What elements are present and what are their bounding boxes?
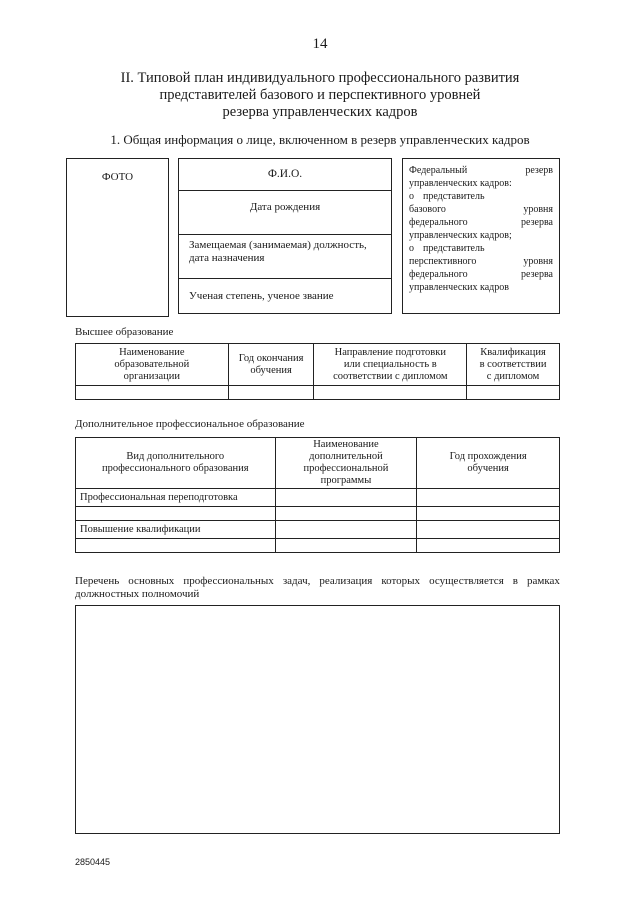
table-row <box>76 507 560 521</box>
reserve-word: уровня <box>523 204 553 215</box>
document-title <box>60 70 580 121</box>
photo-label: ФОТО <box>101 171 134 183</box>
table-cell[interactable] <box>76 539 276 553</box>
reserve-word: федерального <box>409 217 468 228</box>
header-cell: Год прохождения обучения <box>417 438 560 489</box>
higher-education-label: Высшее образование <box>75 326 174 338</box>
reserve-word: резерва <box>521 269 553 280</box>
reserve-word: перспективного <box>409 256 477 267</box>
table-row <box>76 521 560 539</box>
additional-education-label: Дополнительное профессиональное образование <box>75 418 305 430</box>
additional-education-table <box>75 437 560 553</box>
table-cell[interactable] <box>275 489 417 507</box>
table-row <box>76 489 560 507</box>
tasks-label <box>75 575 560 601</box>
tasks-line: должностных полномочий <box>75 588 200 600</box>
reserve-line <box>409 268 553 281</box>
table-row <box>76 386 560 400</box>
position-label: Замещаемая (занимаемая) должность, <box>189 239 367 251</box>
header-cell: Год окончания обучения <box>228 344 314 386</box>
reserve-line <box>409 164 553 177</box>
title-line: резерва управленческих кадров <box>222 104 418 120</box>
person-info-box <box>178 158 392 314</box>
document-code: 2850445 <box>75 857 111 867</box>
table-cell[interactable] <box>314 386 467 400</box>
title-line: представителей базового и перспективного уровней <box>159 87 481 103</box>
header-cell: Вид дополнительного профессионального образования <box>76 438 276 489</box>
reserve-line: управленческих кадров <box>409 282 509 293</box>
table-cell[interactable] <box>275 539 417 553</box>
reserve-word: представитель <box>423 243 485 254</box>
table-header-row <box>76 438 560 489</box>
reserve-info-box <box>402 158 560 314</box>
row-label-qualification: Повышение квалификации <box>76 521 276 539</box>
reserve-word: резерва <box>521 217 553 228</box>
degree-field: Ученая степень, ученое звание <box>189 290 334 302</box>
table-cell[interactable] <box>417 507 560 521</box>
table-cell[interactable] <box>76 507 276 521</box>
bullet-icon: o <box>409 191 414 202</box>
position-label: дата назначения <box>189 252 265 264</box>
position-field <box>179 235 391 279</box>
title-line: II. Типовой план индивидуального профессионального развития <box>120 70 520 86</box>
reserve-word: резерв <box>525 165 553 176</box>
reserve-line <box>409 203 553 216</box>
header-cell: Направление подготовки или специальность в соответствии с дипломом <box>314 344 467 386</box>
birth-date-field: Дата рождения <box>179 191 391 235</box>
header-cell: Наименование образовательной организации <box>76 344 229 386</box>
table-cell[interactable] <box>275 521 417 539</box>
reserve-word: Федеральный <box>409 165 468 176</box>
reserve-line <box>409 216 553 229</box>
section-subtitle: 1. Общая информация о лице, включенном в резерв управленческих кадров <box>110 132 530 147</box>
reserve-line: управленческих кадров: <box>409 178 512 189</box>
header-cell: Квалификация в соответствии с дипломом <box>467 344 560 386</box>
table-cell[interactable] <box>275 507 417 521</box>
table-cell[interactable] <box>417 489 560 507</box>
table-cell[interactable] <box>417 521 560 539</box>
reserve-word: представитель <box>423 191 485 202</box>
tasks-line: Перечень основных профессиональных задач, реализация которых осуществляется в рамках <box>75 575 560 587</box>
row-label-retraining: Профессиональная переподготовка <box>76 489 276 507</box>
reserve-line: управленческих кадров; <box>409 230 512 241</box>
table-cell[interactable] <box>467 386 560 400</box>
table-header-row <box>76 344 560 386</box>
higher-education-table <box>75 343 560 400</box>
table-row <box>76 539 560 553</box>
reserve-word: уровня <box>523 256 553 267</box>
fio-field: Ф.И.О. <box>179 159 391 191</box>
reserve-option-base <box>409 190 553 203</box>
page-number: 14 <box>312 36 328 52</box>
tasks-input-area[interactable] <box>75 605 560 834</box>
reserve-word: федерального <box>409 269 468 280</box>
table-cell[interactable] <box>417 539 560 553</box>
photo-box <box>66 158 169 317</box>
reserve-word: базового <box>409 204 446 215</box>
reserve-line <box>409 255 553 268</box>
header-cell: Наименование дополнительной профессиональной программы <box>275 438 417 489</box>
table-cell[interactable] <box>76 386 229 400</box>
table-cell[interactable] <box>228 386 314 400</box>
bullet-icon: o <box>409 243 414 254</box>
reserve-option-perspective <box>409 242 553 255</box>
